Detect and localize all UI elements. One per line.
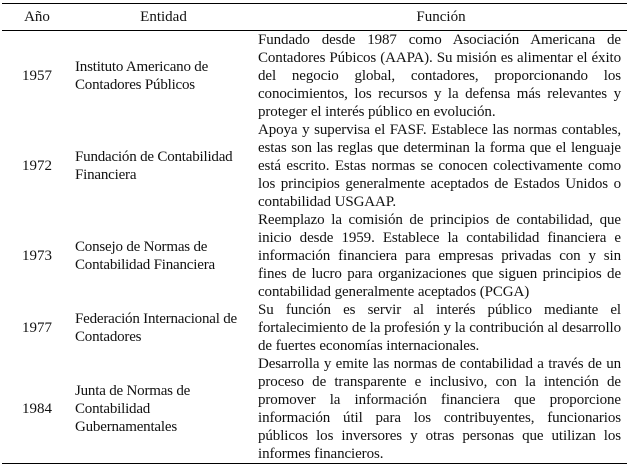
cell-function: Desarrolla y emite las normas de contabilidad a través de un proceso de transparente e inclusivo, con la intención de promover la información financiera que proporcione información útil para los contribuyentes, funcionarios públicos los inversores y otras personas que utilizan los informes financieros. — [255, 355, 627, 464]
cell-entity: Federación Internacional de Contadores — [75, 311, 238, 345]
cell-year: 1973 — [22, 248, 52, 264]
cell-function: Su función es servir al interés público mediante el fortalecimiento de la profesión y la contribución al desarrollo de fuertes economías internacionales. — [258, 302, 621, 354]
cell-function: Apoya y supervisa el FASF. Establece las normas contables, estas son las reglas que determinan la forma que el lenguaje está escrito. Estas normas se conocen colectivamente como los principios generalmente aceptados de Estados Unidos o contabilidad USGAAP. — [258, 122, 621, 210]
cell-year: 1957 — [22, 68, 52, 84]
cell-year: 1984 — [2, 355, 72, 464]
cell-entity: Junta de Normas de Contabilidad Gubernamentales — [72, 355, 255, 464]
table-row — [2, 121, 627, 211]
cell-year: 1977 — [22, 320, 52, 336]
table-header — [2, 4, 627, 31]
header-entity: Entidad — [72, 4, 255, 31]
cell-function: Fundado desde 1987 como Asociación Americana de Contadores Púbicos (AAPA). Su misión es alimentar el éxito del negocio global, contadores, proporcionando los conocimientos, los recursos y la defensa más relevantes y proteger el interés público en evolución. — [258, 32, 621, 120]
header-row — [2, 4, 627, 31]
table-row — [2, 31, 627, 122]
cell-entity: Consejo de Normas de Contabilidad Financiera — [75, 239, 215, 273]
table-row — [2, 301, 627, 355]
cell-function: Reemplazo la comisión de principios de contabilidad, que inicio desde 1959. Establece la contabilidad financiera e información financiera para empresas privadas con y sin fines de lucro para organizaciones que siguen principios de contabilidad generalmente aceptados (PCGA) — [258, 212, 621, 300]
table-row — [2, 355, 627, 464]
table-row — [2, 211, 627, 301]
cell-entity: Instituto Americano de Contadores Públicos — [75, 59, 209, 93]
cell-entity: Fundación de Contabilidad Financiera — [75, 149, 233, 183]
table-body — [2, 31, 627, 464]
header-year: Año — [2, 4, 72, 31]
header-function: Función — [255, 4, 627, 31]
cell-year: 1972 — [22, 158, 52, 174]
accounting-organizations-table — [2, 3, 627, 464]
